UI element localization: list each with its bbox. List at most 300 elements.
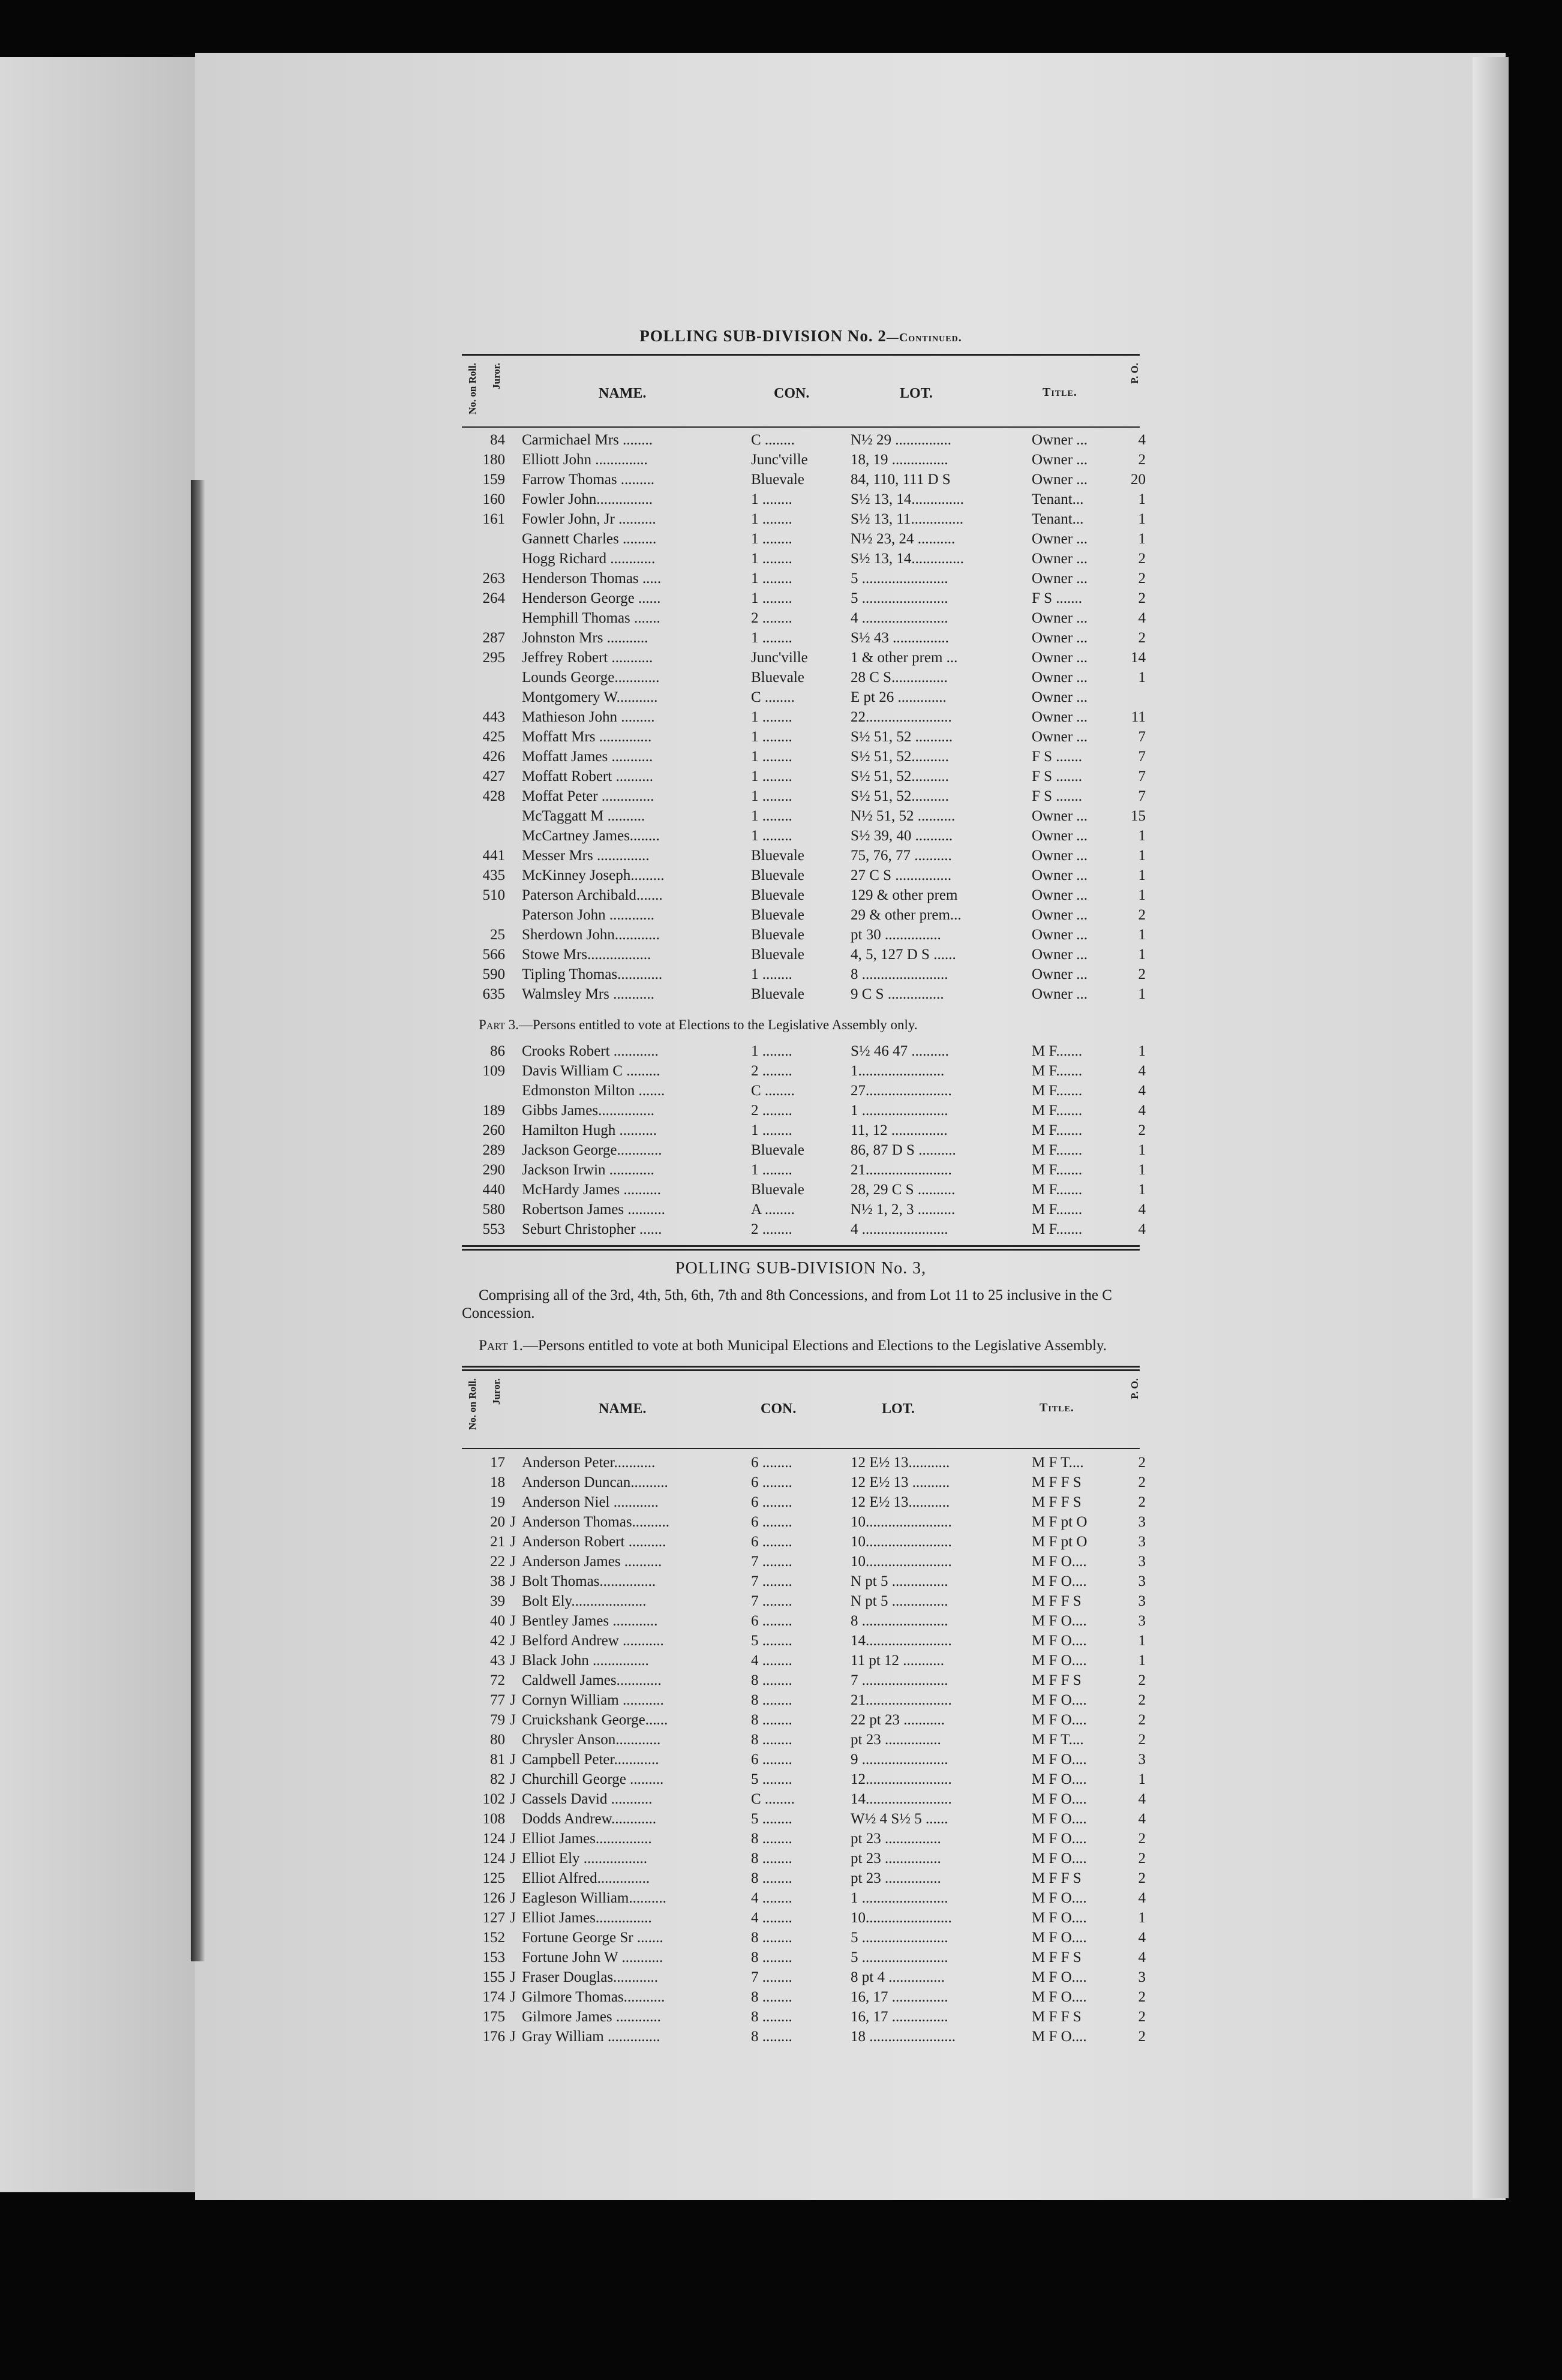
section-title-text: POLLING SUB-DIVISION No. 2 [639, 327, 887, 345]
roll-number: 426 [482, 749, 505, 765]
post-office: 1 [1138, 511, 1146, 527]
section-title-suffix: —Continued. [886, 331, 962, 344]
post-office: 4 [1138, 1791, 1146, 1807]
title: Owner ... [1032, 907, 1088, 923]
header2-lot: LOT. [882, 1401, 915, 1417]
roll-number: 153 [482, 1949, 505, 1966]
roll-number: 443 [482, 709, 505, 725]
concession: 2 ........ [751, 610, 792, 626]
voter-name: Farrow Thomas ......... [522, 471, 655, 488]
page-edge-right [1473, 57, 1509, 2198]
voter-name: Anderson Robert .......... [522, 1534, 666, 1550]
voter-name: Fraser Douglas............ [522, 1969, 659, 1985]
roll-number: 290 [482, 1162, 505, 1178]
lot: S½ 51, 52.......... [851, 788, 949, 804]
title: M F F S [1032, 2009, 1082, 2025]
post-office: 4 [1138, 1949, 1146, 1966]
lot: W½ 4 S½ 5 ...... [851, 1811, 948, 1827]
juror-mark: J [510, 1692, 516, 1708]
roll-number: 264 [482, 590, 505, 606]
table-row [462, 1730, 1146, 1750]
voter-name: Seburt Christopher ...... [522, 1221, 662, 1237]
roll-number: 435 [482, 867, 505, 884]
header2-title: Title. [1040, 1401, 1074, 1414]
voter-name: Walmsley Mrs ........... [522, 986, 654, 1002]
post-office: 2 [1138, 907, 1146, 923]
lot: pt 23 ............... [851, 1870, 941, 1886]
voter-name: Bentley James ............ [522, 1613, 658, 1629]
lot: 4, 5, 127 D S ...... [851, 946, 956, 963]
title: M F....... [1032, 1221, 1083, 1237]
voter-name: Jeffrey Robert ........... [522, 650, 653, 666]
roll-number: 81 [490, 1751, 505, 1768]
voter-name: Sherdown John............ [522, 927, 660, 943]
table-row [462, 1928, 1146, 1948]
voter-name: Anderson James .......... [522, 1553, 662, 1570]
roll-number: 25 [490, 927, 505, 943]
roll-number: 175 [482, 2009, 505, 2025]
title: Owner ... [1032, 729, 1088, 745]
lot: 27 C S ............... [851, 867, 952, 884]
post-office: 2 [1138, 1455, 1146, 1471]
juror-mark: J [510, 1514, 516, 1530]
table-row [462, 2027, 1146, 2047]
table-row [462, 964, 1146, 984]
lot: 84, 110, 111 D S [851, 471, 951, 488]
table-row [462, 1591, 1146, 1611]
juror-mark: J [510, 1791, 516, 1807]
roll-number: 441 [482, 848, 505, 864]
table-row [462, 1120, 1146, 1140]
voter-name: Gilmore Thomas........... [522, 1989, 665, 2005]
voter-name: McCartney James........ [522, 828, 660, 844]
roll-number: 580 [482, 1201, 505, 1218]
post-office: 2 [1138, 630, 1146, 646]
title: M F F S [1032, 1593, 1082, 1609]
voter-name: Elliot James............... [522, 1831, 652, 1847]
title: Owner ... [1032, 709, 1088, 725]
post-office: 2 [1138, 590, 1146, 606]
voter-name: Cornyn William ........... [522, 1692, 664, 1708]
title: Owner ... [1032, 610, 1088, 626]
section2-comprising [462, 1287, 1140, 1323]
table-row [462, 786, 1146, 806]
title: M F O.... [1032, 2029, 1087, 2045]
roll-number: 102 [482, 1791, 505, 1807]
post-office: 4 [1138, 1102, 1146, 1119]
concession: Junc'ville [751, 650, 808, 666]
concession: 7 ........ [751, 1573, 792, 1589]
title: F S ....... [1032, 768, 1083, 785]
post-office: 1 [1138, 1182, 1146, 1198]
title: M F....... [1032, 1083, 1083, 1099]
roll-number: 263 [482, 570, 505, 587]
juror-mark: J [510, 1573, 516, 1589]
post-office: 1 [1138, 1162, 1146, 1178]
concession: 8 ........ [751, 2009, 792, 2025]
juror-mark: J [510, 1771, 516, 1787]
table-row [462, 905, 1146, 925]
voter-name: Hemphill Thomas ....... [522, 610, 660, 626]
concession: 1 ........ [751, 729, 792, 745]
table-row [462, 628, 1146, 648]
voter-name: Gilmore James ............ [522, 2009, 661, 2025]
concession: 2 ........ [751, 1102, 792, 1119]
table-row [462, 1081, 1146, 1101]
voter-name: Fowler John............... [522, 491, 653, 507]
section-rule-double [462, 1249, 1140, 1251]
concession: 5 ........ [751, 1811, 792, 1827]
lot: N½ 23, 24 .......... [851, 531, 956, 547]
header2-po: P. O. [1129, 1378, 1140, 1399]
concession: 1 ........ [751, 1122, 792, 1138]
voter-name: Churchill George ......... [522, 1771, 664, 1787]
title: M F F S [1032, 1672, 1082, 1688]
table-row [462, 588, 1146, 608]
post-office: 2 [1138, 1831, 1146, 1847]
title: M F O.... [1032, 1989, 1087, 2005]
voter-name: Anderson Duncan.......... [522, 1474, 668, 1490]
post-office: 1 [1138, 1910, 1146, 1926]
voter-name: McTaggatt M .......... [522, 808, 645, 824]
table-row [462, 767, 1146, 786]
lot: 28, 29 C S .......... [851, 1182, 956, 1198]
lot: S½ 13, 14.............. [851, 551, 964, 567]
title: M F O.... [1032, 1633, 1087, 1649]
title: M F O.... [1032, 1890, 1087, 1906]
post-office: 1 [1138, 848, 1146, 864]
concession: Bluevale [751, 1142, 804, 1158]
roll-number: 152 [482, 1930, 505, 1946]
concession: 1 ........ [751, 788, 792, 804]
title: M F....... [1032, 1122, 1083, 1138]
lot: 7 ....................... [851, 1672, 948, 1688]
title: M F....... [1032, 1182, 1083, 1198]
voter-name: Belford Andrew ........... [522, 1633, 664, 1649]
table-row [462, 529, 1146, 549]
post-office: 2 [1138, 1850, 1146, 1867]
table-row [462, 687, 1140, 707]
juror-mark: J [510, 1613, 516, 1629]
concession: 6 ........ [751, 1455, 792, 1471]
post-office: 3 [1138, 1969, 1146, 1985]
title: Owner ... [1032, 471, 1088, 488]
lot: 86, 87 D S .......... [851, 1142, 956, 1158]
title: M F O.... [1032, 1712, 1087, 1728]
post-office: 15 [1131, 808, 1146, 824]
lot: N½ 1, 2, 3 .......... [851, 1201, 956, 1218]
title: M F O.... [1032, 1771, 1087, 1787]
voter-name: Elliott John .............. [522, 452, 648, 468]
lot: 75, 76, 77 .......... [851, 848, 952, 864]
voter-name: Anderson Niel ............ [522, 1494, 659, 1510]
concession: 1 ........ [751, 630, 792, 646]
post-office: 2 [1138, 2029, 1146, 2045]
lot: 5 ....................... [851, 570, 948, 587]
lot: 9 ....................... [851, 1751, 948, 1768]
voter-name: Moffatt James ........... [522, 749, 653, 765]
post-office: 1 [1138, 887, 1146, 903]
title: Owner ... [1032, 650, 1088, 666]
concession: 1 ........ [751, 590, 792, 606]
header-juror: Juror. [491, 363, 502, 389]
title: M F O.... [1032, 1573, 1087, 1589]
voter-name: Stowe Mrs................. [522, 946, 651, 963]
lot: S½ 39, 40 .......... [851, 828, 953, 844]
title: M F F S [1032, 1949, 1082, 1966]
table-row [462, 569, 1146, 588]
voter-name: Carmichael Mrs ........ [522, 432, 653, 448]
lot: 12 E½ 13 .......... [851, 1474, 950, 1490]
table-row [462, 1769, 1146, 1789]
table-row [462, 1101, 1146, 1120]
voter-name: Paterson John ............ [522, 907, 654, 923]
title: F S ....... [1032, 749, 1083, 765]
voter-name: Henderson Thomas ..... [522, 570, 662, 587]
post-office: 2 [1138, 1474, 1146, 1490]
header-name: NAME. [599, 386, 647, 401]
header-rule-2 [462, 1366, 1140, 1368]
voter-name: Eagleson William.......... [522, 1890, 666, 1906]
roll-number: 159 [482, 471, 505, 488]
lot: 9 C S ............... [851, 986, 944, 1002]
table-row [462, 1868, 1146, 1888]
concession: 6 ........ [751, 1514, 792, 1530]
voter-name: Messer Mrs .............. [522, 848, 650, 864]
concession: 6 ........ [751, 1534, 792, 1550]
part1-heading [462, 1337, 1140, 1355]
juror-mark: J [510, 1652, 516, 1669]
concession: Bluevale [751, 867, 804, 884]
post-office: 4 [1138, 1063, 1146, 1079]
table-row [462, 470, 1146, 489]
table-row [462, 1219, 1146, 1239]
roll-number: 287 [482, 630, 505, 646]
title: M F O.... [1032, 1553, 1087, 1570]
table-row [462, 2007, 1146, 2027]
title: M F pt O [1032, 1534, 1088, 1550]
juror-mark: J [510, 1969, 516, 1985]
concession: Bluevale [751, 887, 804, 903]
voter-name: Montgomery W........... [522, 689, 658, 705]
title: F S ....... [1032, 590, 1083, 606]
table-row [462, 945, 1146, 964]
roll-number: 72 [490, 1672, 505, 1688]
roll-number: 19 [490, 1494, 505, 1510]
lot: 12 E½ 13........... [851, 1494, 950, 1510]
table-row [462, 1611, 1146, 1631]
roll-number: 22 [490, 1553, 505, 1570]
lot: 21....................... [851, 1162, 952, 1178]
voter-name: Elliot Ely ................. [522, 1850, 648, 1867]
roll-number: 176 [482, 2029, 505, 2045]
part3-heading [462, 1017, 1140, 1033]
voter-name: Hogg Richard ............ [522, 551, 656, 567]
table-row [462, 1532, 1146, 1552]
roll-number: 161 [482, 511, 505, 527]
voter-name: Mathieson John ......... [522, 709, 655, 725]
roll-number: 40 [490, 1613, 505, 1629]
table-row [462, 707, 1146, 727]
lot: S½ 43 ............... [851, 630, 949, 646]
concession: 1 ........ [751, 1043, 792, 1059]
title: M F....... [1032, 1142, 1083, 1158]
concession: 7 ........ [751, 1593, 792, 1609]
voter-name: Cassels David ........... [522, 1791, 653, 1807]
section-title [462, 327, 1140, 345]
page-fold-shadow [191, 480, 205, 1961]
table-row [462, 1473, 1146, 1492]
post-office: 2 [1138, 1732, 1146, 1748]
voter-name: Fortune John W ........... [522, 1949, 663, 1966]
post-office: 3 [1138, 1514, 1146, 1530]
post-office: 1 [1138, 491, 1146, 507]
part1-label: Part 1. [479, 1338, 523, 1354]
lot: 14....................... [851, 1791, 952, 1807]
voter-name: Gibbs James............... [522, 1102, 654, 1119]
concession: 7 ........ [751, 1553, 792, 1570]
roll-number: 155 [482, 1969, 505, 1985]
lot: 8 pt 4 ............... [851, 1969, 945, 1985]
voter-name: Anderson Peter........... [522, 1455, 656, 1471]
juror-mark: J [510, 1910, 516, 1926]
post-office: 4 [1138, 1221, 1146, 1237]
concession: 1 ........ [751, 491, 792, 507]
table-row [462, 1571, 1146, 1591]
lot: 10....................... [851, 1910, 952, 1926]
header-lot: LOT. [900, 386, 933, 401]
table-row [462, 1750, 1146, 1769]
voter-name: Lounds George............ [522, 669, 660, 686]
header-no-on-roll: No. on Roll. [467, 363, 478, 414]
table-row [462, 1987, 1146, 2007]
title: M F....... [1032, 1162, 1083, 1178]
post-office: 1 [1138, 1142, 1146, 1158]
juror-mark: J [510, 1831, 516, 1847]
title: M F O.... [1032, 1930, 1087, 1946]
concession: Bluevale [751, 1182, 804, 1198]
concession: 1 ........ [751, 551, 792, 567]
voter-name: Jackson George............ [522, 1142, 662, 1158]
table-row [462, 866, 1146, 885]
title: Owner ... [1032, 887, 1088, 903]
lot: 1 ....................... [851, 1890, 948, 1906]
title: Owner ... [1032, 570, 1088, 587]
lot: 14....................... [851, 1633, 952, 1649]
juror-mark: J [510, 2029, 516, 2045]
lot: S½ 51, 52.......... [851, 768, 949, 785]
table-row [462, 1710, 1146, 1730]
concession: 1 ........ [751, 1162, 792, 1178]
roll-number: 289 [482, 1142, 505, 1158]
lot: 18, 19 ............... [851, 452, 948, 468]
roll-number: 425 [482, 729, 505, 745]
table-row [462, 1061, 1146, 1081]
roll-number: 124 [482, 1850, 505, 1867]
post-office: 2 [1138, 1989, 1146, 2005]
table-row [462, 430, 1146, 450]
title: M F O.... [1032, 1613, 1087, 1629]
roll-number: 82 [490, 1771, 505, 1787]
voter-name: Campbell Peter............ [522, 1751, 659, 1768]
post-office: 1 [1138, 867, 1146, 884]
post-office: 3 [1138, 1553, 1146, 1570]
concession: 8 ........ [751, 1949, 792, 1966]
table-row [462, 1140, 1146, 1160]
post-office: 2 [1138, 1494, 1146, 1510]
title: Owner ... [1032, 828, 1088, 844]
concession: Bluevale [751, 907, 804, 923]
lot: 16, 17 ............... [851, 2009, 948, 2025]
concession: 7 ........ [751, 1969, 792, 1985]
lot: N pt 5 ............... [851, 1573, 948, 1589]
post-office: 2 [1138, 1122, 1146, 1138]
post-office: 2 [1138, 1672, 1146, 1688]
table-row [462, 1967, 1146, 1987]
table-row [462, 727, 1146, 747]
lot: 22 pt 23 ........... [851, 1712, 945, 1728]
voter-name: Paterson Archibald....... [522, 887, 663, 903]
lot: 12....................... [851, 1771, 952, 1787]
roll-number: 39 [490, 1593, 505, 1609]
section2-comprising-text: Comprising all of the 3rd, 4th, 5th, 6th, 7th and 8th Concessions, and from Lot 11 to 25 inclusive in the C Concession. [462, 1287, 1112, 1321]
post-office: 2 [1138, 2009, 1146, 2025]
voter-name: Robertson James .......... [522, 1201, 665, 1218]
roll-number: 79 [490, 1712, 505, 1728]
voter-name: Fowler John, Jr .......... [522, 511, 656, 527]
concession: 8 ........ [751, 1831, 792, 1847]
juror-mark: J [510, 1751, 516, 1768]
table-row [462, 509, 1146, 529]
table-header-2 [462, 1371, 1140, 1449]
lot: 18 ....................... [851, 2029, 956, 2045]
lot: 5 ....................... [851, 1949, 948, 1966]
roll-number: 77 [490, 1692, 505, 1708]
title: M F O.... [1032, 1850, 1087, 1867]
title: M F F S [1032, 1494, 1082, 1510]
title: M F....... [1032, 1063, 1083, 1079]
roll-number: 427 [482, 768, 505, 785]
concession: 8 ........ [751, 1989, 792, 2005]
voter-name: Edmonston Milton ....... [522, 1083, 665, 1099]
title: M F T.... [1032, 1732, 1084, 1748]
lot: 8 ....................... [851, 966, 948, 982]
table-row [462, 1789, 1146, 1809]
lot: 12 E½ 13........... [851, 1455, 950, 1471]
title: M F....... [1032, 1201, 1083, 1218]
table-row [462, 1041, 1146, 1061]
title: M F O.... [1032, 1751, 1087, 1768]
post-office: 1 [1138, 1771, 1146, 1787]
concession: 1 ........ [751, 709, 792, 725]
post-office: 1 [1138, 946, 1146, 963]
concession: 1 ........ [751, 531, 792, 547]
lot: S½ 51, 52.......... [851, 749, 949, 765]
table-row [462, 1948, 1146, 1967]
table-row [462, 1453, 1146, 1473]
lot: N½ 51, 52 .......... [851, 808, 956, 824]
lot: 5 ....................... [851, 590, 948, 606]
section-rule [462, 1245, 1140, 1247]
concession: 5 ........ [751, 1771, 792, 1787]
voter-name: Chrysler Anson............ [522, 1732, 661, 1748]
title: Owner ... [1032, 531, 1088, 547]
post-office: 2 [1138, 570, 1146, 587]
title: Tenant... [1032, 511, 1084, 527]
lot: 10....................... [851, 1534, 952, 1550]
lot: pt 23 ............... [851, 1850, 941, 1867]
post-office: 1 [1138, 828, 1146, 844]
